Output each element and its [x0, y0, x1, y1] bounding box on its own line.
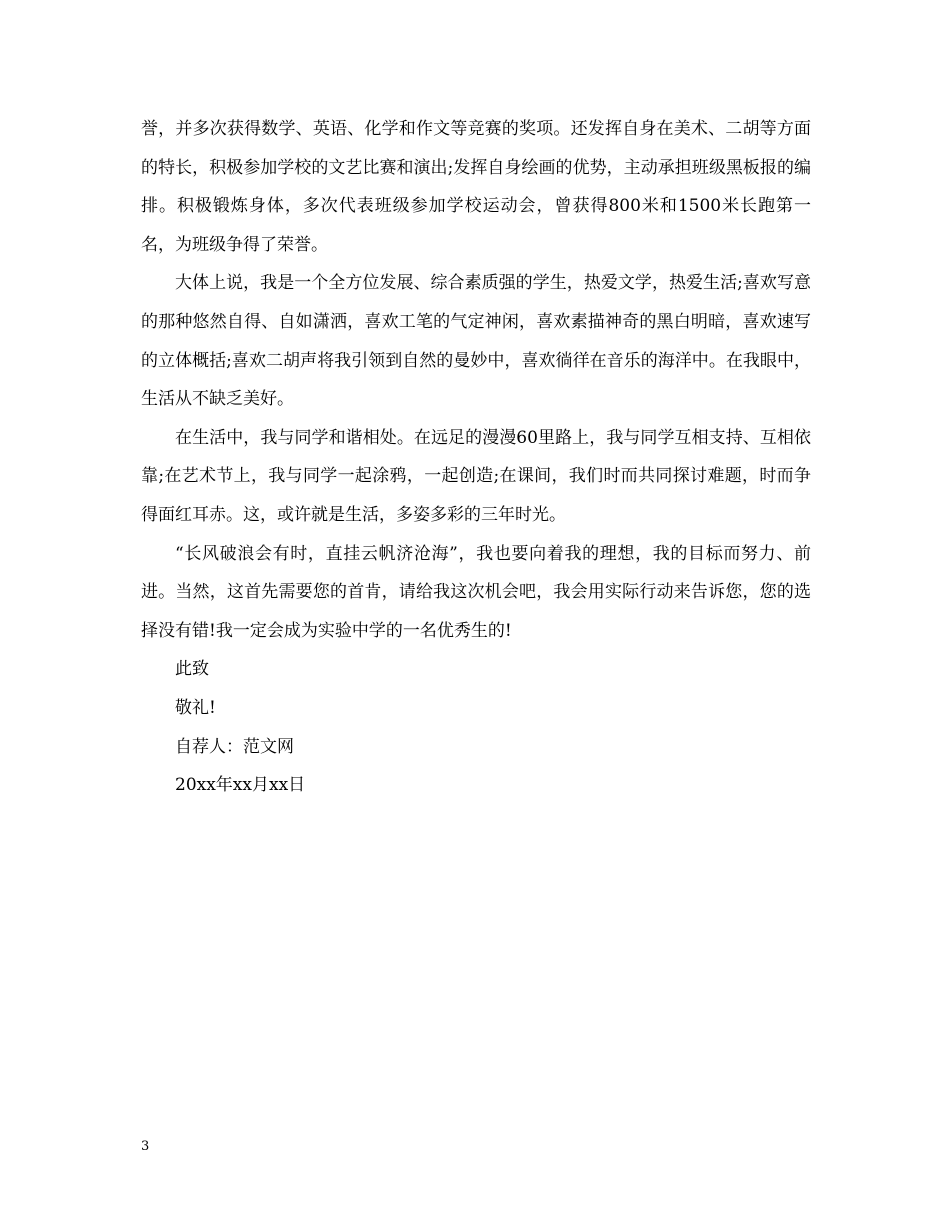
paragraph-life: 在生活中，我与同学和谐相处。在远足的漫漫60里路上，我与同学互相支持、互相依靠;在艺术节上，我与同学一起涂鸦，一起创造;在课间，我们时而共同探讨难题，时而争得面红耳赤。这，或许就是生活，多姿多彩的三年时光。 [141, 427, 811, 525]
paragraph-continuation: 誉，并多次获得数学、英语、化学和作文等竞赛的奖项。还发挥自身在美术、二胡等方面的特长，积极参加学校的文艺比赛和演出;发挥自身绘画的优势，主动承担班级黑板报的编排。积极锻炼身体，多次代表班级参加学校运动会，曾获得800米和1500米长跑第一名，为班级争得了荣誉。 [141, 119, 811, 255]
closing-regards: 敬礼! [175, 697, 216, 718]
page-number: 3 [141, 1139, 150, 1154]
signature: 自荐人：范文网 [175, 736, 294, 757]
closing-salutation: 此致 [175, 659, 209, 680]
paragraph-overview: 大体上说，我是一个全方位发展、综合素质强的学生，热爱文学，热爱生活;喜欢写意的那种悠然自得、自如潇洒，喜欢工笔的气定神闲，喜欢素描神奇的黑白明暗，喜欢速写的立体概括;喜欢二胡声将我引领到自然的曼妙中，喜欢徜徉在音乐的海洋中。在我眼中，生活从不缺乏美好。 [141, 273, 811, 410]
document-body [141, 110, 811, 805]
letter-date: 20xx年xx月xx日 [175, 775, 306, 796]
paragraph-aspiration: “长风破浪会有时，直挂云帆济沧海”，我也要向着我的理想，我的目标而努力、前进。当然，这首先需要您的首肯，请给我这次机会吧，我会用实际行动来告诉您，您的选择没有错!我一定会成为实验中学的一名优秀生的! [141, 543, 811, 641]
